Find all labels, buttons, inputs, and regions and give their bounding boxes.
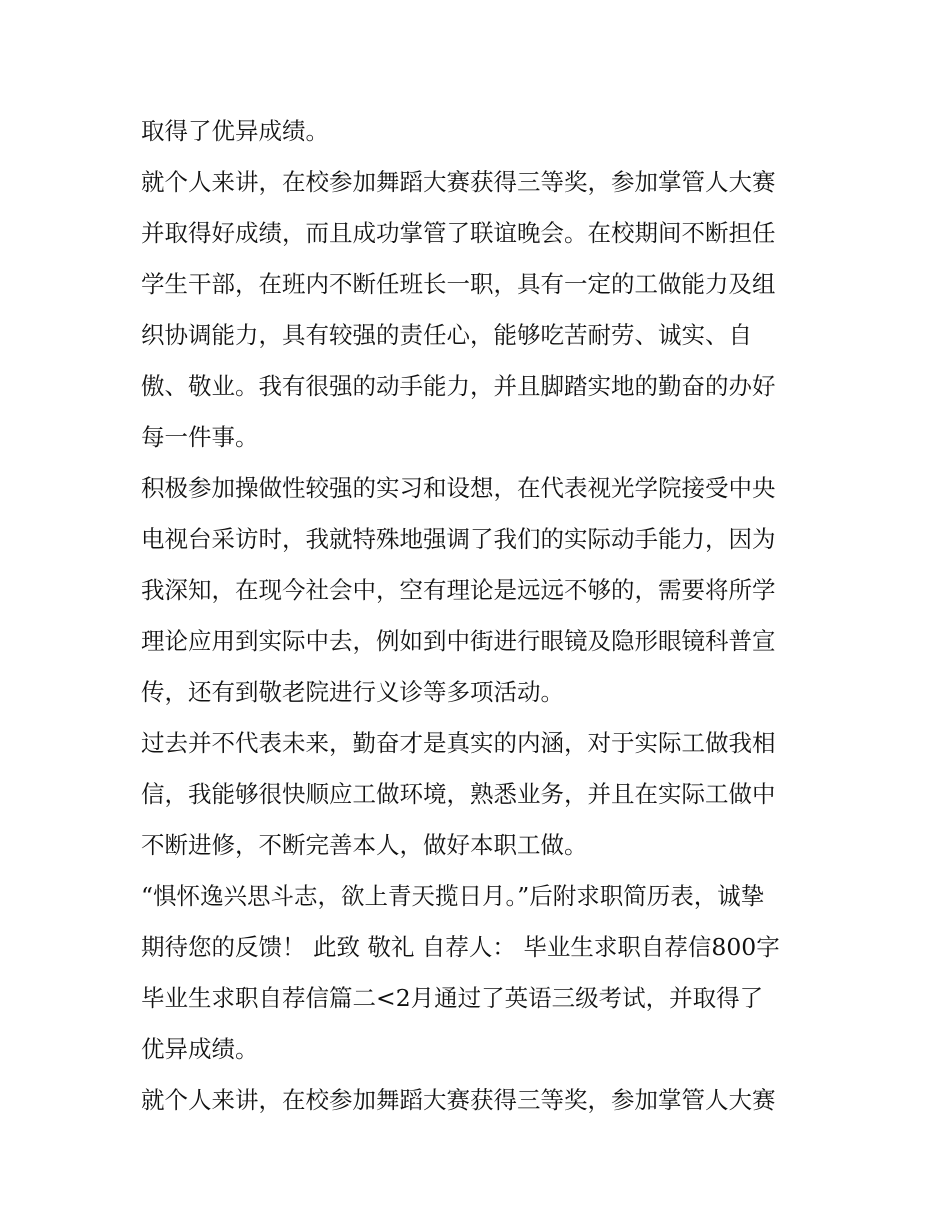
- document-body: [141, 106, 821, 1126]
- text-line: 信，我能够很快顺应工做环境，熟悉业务，并且在实际工做中: [141, 780, 776, 808]
- text-line: 理论应用到实际中去，例如到中街进行眼镜及隐形眼镜科普宣: [141, 627, 776, 655]
- text-line: 我深知，在现今社会中，空有理论是远远不够的，需要将所学: [141, 576, 776, 604]
- text-line: 学生干部，在班内不断任班长一职，具有一定的工做能力及组: [141, 270, 776, 298]
- text-line: 电视台采访时，我就特殊地强调了我们的实际动手能力，因为: [141, 525, 776, 553]
- text-line: 就个人来讲，在校参加舞蹈大赛获得三等奖，参加掌管人大赛: [141, 1086, 776, 1114]
- text-line: 优异成绩。: [141, 1035, 259, 1063]
- text-line: 过去并不代表未来，勤奋才是真实的内涵，对于实际工做我相: [141, 729, 776, 757]
- text-line: 期待您的反馈！ 此致 敬礼 自荐人： 毕业生求职自荐信800字: [141, 933, 780, 961]
- text-line: “惧怀逸兴思斗志，欲上青天揽日月。”后附求职简历表，诚挚: [141, 882, 765, 910]
- text-line: 就个人来讲，在校参加舞蹈大赛获得三等奖，参加掌管人大赛: [141, 168, 776, 196]
- text-line: 每一件事。: [141, 423, 259, 451]
- text-line: 不断进修，不断完善本人，做好本职工做。: [141, 831, 588, 859]
- text-line: 毕业生求职自荐信篇二<2月通过了英语三级考试，并取得了: [141, 984, 764, 1012]
- text-line: 傲、敬业。我有很强的动手能力，并且脚踏实地的勤奋的办好: [141, 372, 776, 400]
- text-line: 传，还有到敬老院进行义诊等多项活动。: [141, 678, 564, 706]
- text-line: 积极参加操做性较强的实习和设想，在代表视光学院接受中央: [141, 474, 776, 502]
- text-line: 取得了优异成绩。: [141, 117, 329, 145]
- text-line: 织协调能力，具有较强的责任心，能够吃苦耐劳、诚实、自: [141, 321, 752, 349]
- text-line: 并取得好成绩，而且成功掌管了联谊晚会。在校期间不断担任: [141, 219, 776, 247]
